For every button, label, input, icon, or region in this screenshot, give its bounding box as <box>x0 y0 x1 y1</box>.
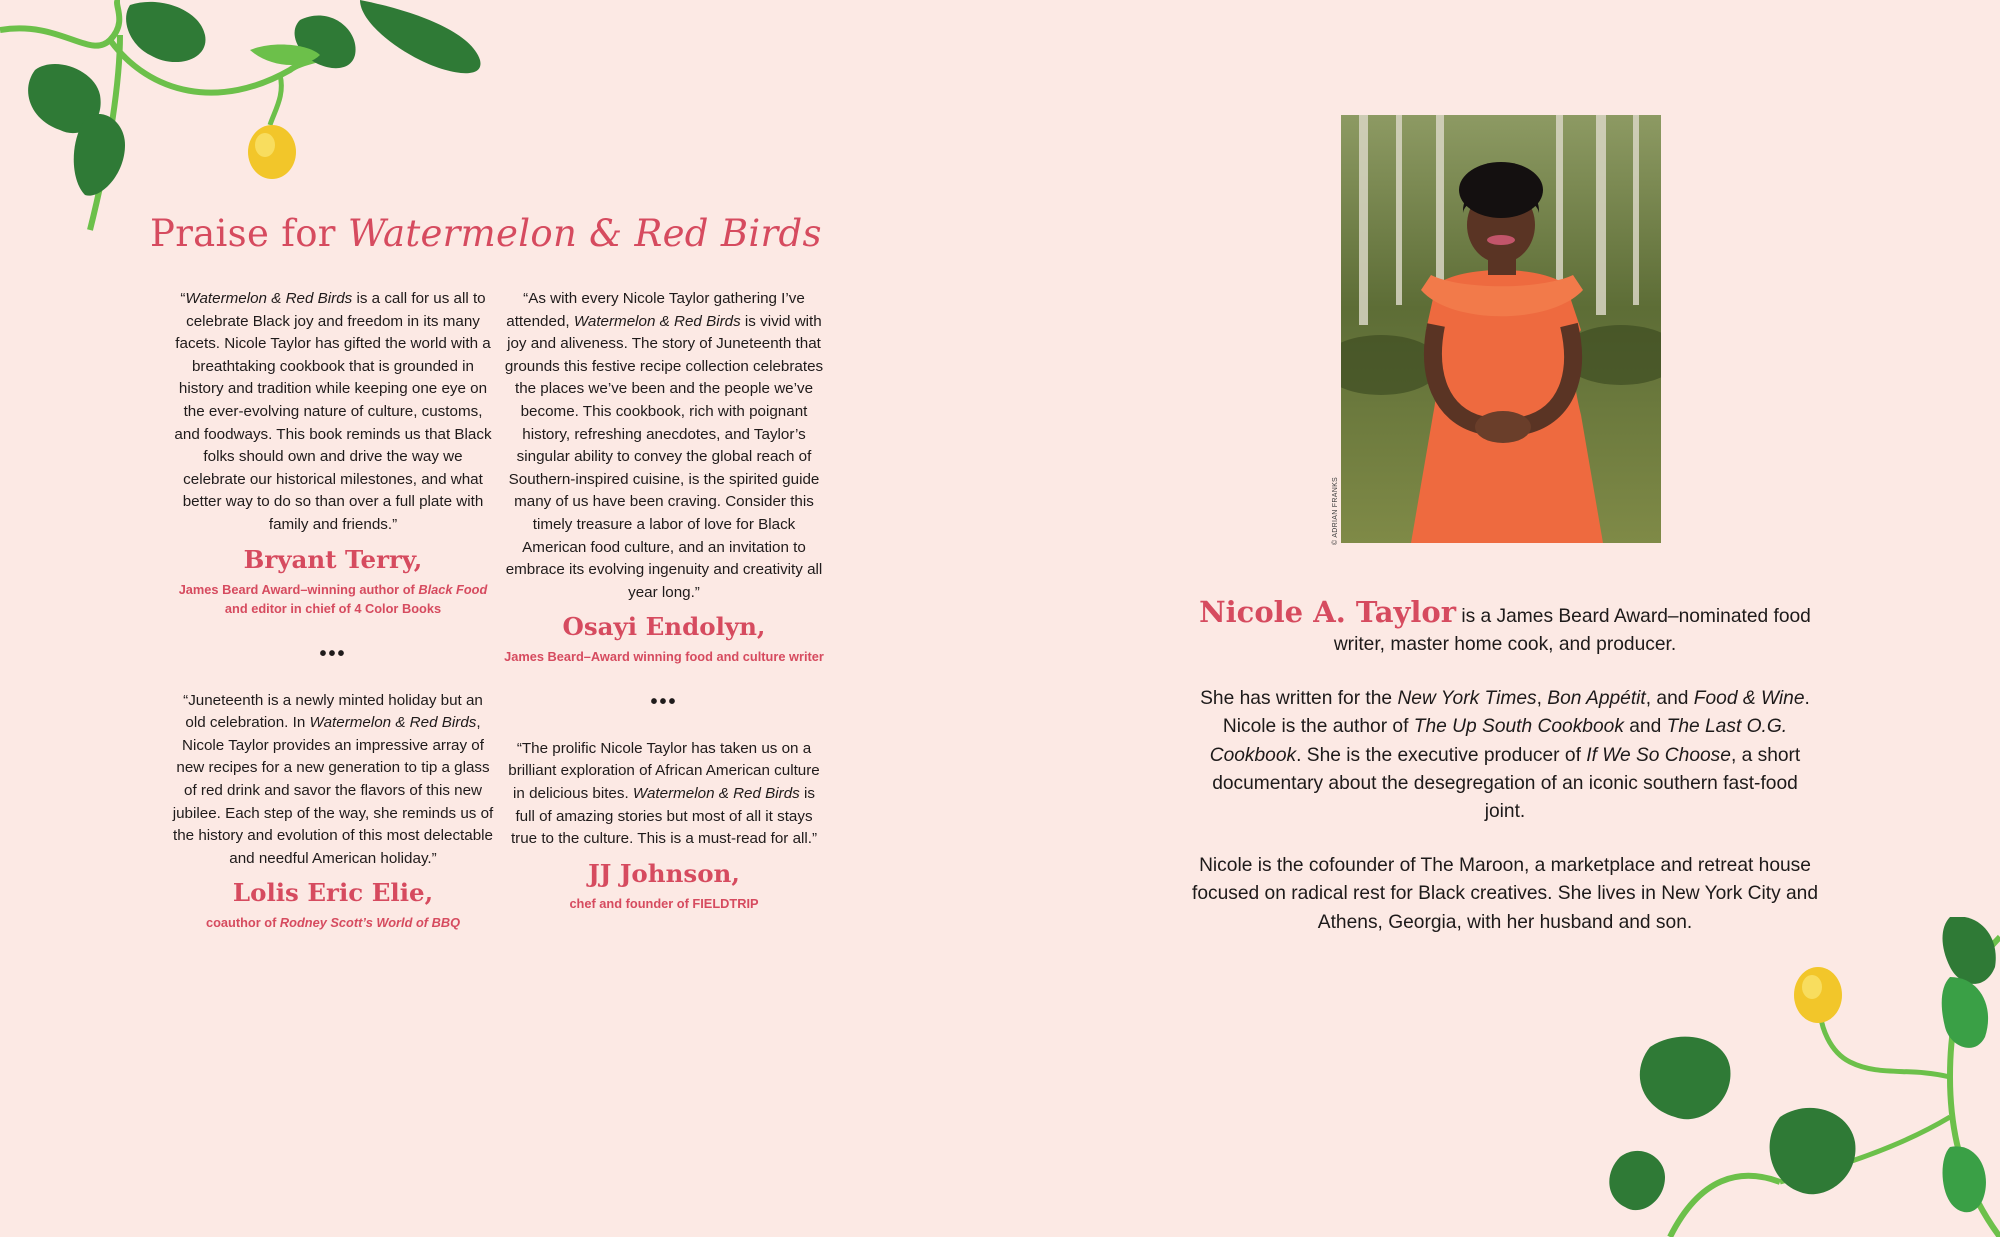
bio-intro: Nicole A. Taylor is a James Beard Award–nominated food writer, master home cook, and producer. <box>1199 595 1811 656</box>
author-photo <box>1341 115 1661 543</box>
quote-author-name: Osayi Endolyn, <box>562 612 766 642</box>
author-name: Nicole A. Taylor <box>1199 595 1457 629</box>
quote-text: “As with every Nicole Taylor gathering I’ve attended, Watermelon & Red Birds is vivid with joy and aliveness. The story of Juneteenth that grounds this festive recipe collection celebrates the places we’ve been and the people we’ve become. This cookbook, rich with poignant history, refreshing anecdotes, and Taylor’s singular ability to convey the global reach of Southern-inspired cuisine, is the spirited guide many of us have been craving. Consider this timely treasure a labor of love for Black American food culture, and an invitation to embrace its evolving ingenuity and creativity all year long.” <box>504 290 824 601</box>
author-portrait-illustration <box>1341 115 1661 543</box>
praise-column-right <box>504 288 824 913</box>
bio-personal: Nicole is the cofounder of The Maroon, a marketplace and retreat house focused on radical rest for Black creatives. She lives in New York City and Athens, Georgia, with her husband and son. <box>1191 854 1819 933</box>
flower-icon <box>248 125 296 179</box>
quote-author-name: Lolis Eric Elie, <box>232 878 434 908</box>
quote-author-name: Bryant Terry, <box>243 544 423 574</box>
quote-lolis-eric-elie <box>172 690 494 933</box>
quote-text: “Watermelon & Red Birds is a call for us all to celebrate Black joy and freedom in its many facets. Nicole Taylor has gifted the world with a breathtaking cookbook that is grounded in history and tradition while keeping one eye on the ever-evolving nature of culture, customs, and foodways. This book reminds us that Black folks should own and drive the way we celebrate our historical milestones, and what better way to do so than over a full plate with family and friends.” <box>174 290 492 533</box>
quote-author-name: JJ Johnson, <box>588 858 740 888</box>
photo-credit: © ADRIAN FRANKS <box>1332 476 1339 545</box>
praise-column-left <box>172 288 494 933</box>
quote-jj-johnson <box>504 738 824 913</box>
quote-author-role: coauthor of Rodney Scott’s World of BBQ <box>205 915 461 931</box>
quote-author-role: James Beard Award–winning author of Black Food and editor in chief of 4 Color Books <box>178 581 488 617</box>
quote-osayi-endolyn <box>504 288 824 667</box>
separator-dots: ••• <box>650 690 678 713</box>
quote-author-role: James Beard–Award winning food and culture writer <box>504 649 824 665</box>
quote-author-role: chef and founder of FIELDTRIP <box>569 895 759 911</box>
flower-icon <box>1794 967 1842 1023</box>
bio-publications: She has written for the New York Times, Bon Appétit, and Food & Wine. Nicole is the author of The Up South Cookbook and The Last O.G. Cookbook. She is the executive producer of If We So Choose, a short documentary about the desegregation of an iconic southern fast-food joint. <box>1200 687 1810 823</box>
author-bio <box>1190 595 1820 962</box>
separator-dots: ••• <box>319 642 347 665</box>
quote-text: “The prolific Nicole Taylor has taken us on a brilliant exploration of African American culture in delicious bites. Watermelon & Red Birds is full of amazing stories but most of all it stays true to the culture. This is a must-read for all.” <box>508 739 820 848</box>
quote-text: “Juneteenth is a newly minted holiday but an old celebration. In Watermelon & Red Birds, Nicole Taylor provides an impressive array of new recipes for a new generation to tip a glass of red drink and savor the flavors of this new jubilee. Each step of the way, she reminds us of the history and evolution of this most delectable and needful American holiday.” <box>172 691 494 867</box>
quote-bryant-terry <box>172 288 494 619</box>
vine-illustration-bottom-right <box>1480 917 2000 1237</box>
praise-title: Praise for Watermelon & Red Birds <box>150 212 822 255</box>
